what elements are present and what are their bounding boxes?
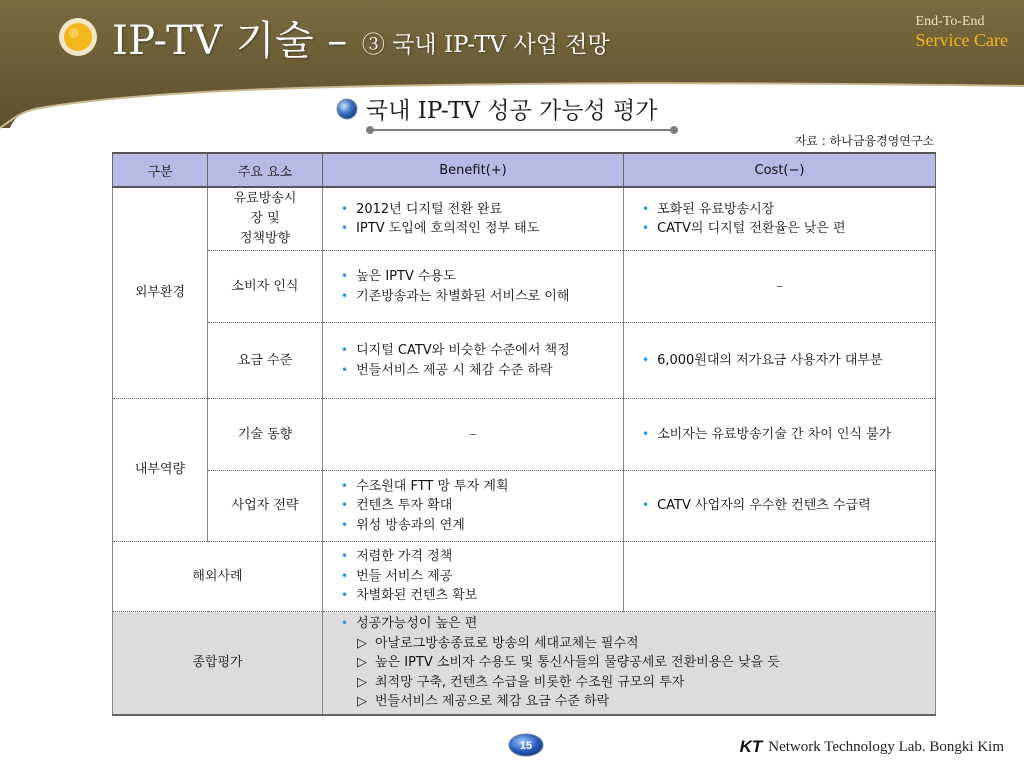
list-item: • 번들 서비스 제공 (341, 568, 453, 584)
heading-underline (366, 126, 678, 134)
bullet-icon: • (341, 498, 349, 513)
blue-orb-icon (336, 98, 358, 120)
category-summary: 종합평가 (113, 612, 323, 715)
list-item: • 6,000원대의 저가요금 사용자가 대부분 (642, 352, 883, 368)
brand-line2: Service Care (915, 30, 1008, 50)
triangle-right-icon: ▷ (357, 694, 367, 709)
category-external: 외부환경 (113, 187, 208, 399)
factor-cell (208, 187, 323, 251)
slide-title (58, 6, 610, 68)
factor-line: 정책방향 (239, 231, 291, 246)
list-item: • 수조원대 FTT 망 투자 계획 (341, 478, 509, 494)
list-item: • 기존방송과는 차별화된 서비스로 이해 (341, 288, 570, 304)
factor-line: 유료방송시 (233, 191, 297, 206)
table-row (113, 399, 936, 471)
triangle-right-icon: ▷ (357, 635, 367, 651)
list-item: • 소비자는 유료방송기술 간 차이 인식 불가 (642, 426, 892, 442)
cost-cell (624, 399, 936, 471)
bullet-icon: • (341, 221, 349, 235)
list-item: • IPTV 도입에 호의적인 정부 태도 (341, 221, 540, 236)
bullet-icon: • (642, 352, 650, 367)
list-item: • 포화된 유료방송시장 (642, 201, 775, 217)
list-item: • 위성 방송과의 연계 (341, 517, 465, 533)
factor-cell: 기술 동향 (208, 399, 323, 471)
header-factor: 주요 요소 (208, 153, 323, 187)
factor-cell: 요금 수준 (208, 323, 323, 399)
bullet-icon: • (341, 517, 349, 532)
list-item: • 성공가능성이 높은 편 (341, 616, 478, 631)
bullet-icon: • (341, 362, 349, 377)
cost-cell (624, 471, 936, 542)
table-row (113, 187, 936, 251)
factor-cell: 사업자 전략 (208, 471, 323, 542)
benefit-cell-empty: – (323, 399, 624, 471)
bullet-icon: • (642, 221, 650, 235)
bullet-icon: • (341, 588, 349, 603)
source-note: 자료 : 하나금융경영연구소 (794, 134, 934, 148)
bullet-icon: • (341, 343, 349, 357)
circle-bullet-icon (58, 17, 98, 57)
list-item: • 번들서비스 제공 시 체감 수준 하락 (341, 362, 553, 378)
page-number-badge (508, 733, 544, 757)
header-category: 구분 (113, 153, 208, 187)
bullet-icon: • (341, 478, 349, 493)
summary-cell (323, 612, 936, 715)
table-row (113, 471, 936, 542)
brand-line1: End-To-End (915, 14, 985, 29)
triangle-right-icon: ▷ (357, 655, 367, 670)
cost-cell (624, 187, 936, 251)
bullet-icon: • (341, 568, 349, 583)
triangle-right-icon: ▷ (357, 674, 367, 690)
list-item: ▷ 최적망 구축, 컨텐츠 수급을 비롯한 수조원 규모의 투자 (357, 674, 685, 690)
summary-row (113, 612, 936, 715)
lab-credit: Network Technology Lab. Bongki Kim (768, 738, 1004, 755)
evaluation-table (112, 152, 936, 716)
list-item: • CATV의 디지털 전환율은 낮은 편 (642, 221, 846, 236)
list-item: • 차별화된 컨텐츠 확보 (341, 588, 478, 604)
overseas-cost-empty (624, 542, 936, 612)
bullet-icon: • (642, 426, 650, 441)
bullet-icon: • (642, 498, 650, 513)
bullet-icon: • (341, 201, 349, 216)
table-row (113, 542, 936, 612)
list-item: • 저렴한 가격 정책 (341, 549, 453, 565)
bullet-icon: • (341, 288, 349, 303)
factor-line: 장 및 (250, 211, 280, 226)
list-item: ▷ 아날로그방송종료로 방송의 세대교체는 필수적 (357, 635, 639, 651)
title-main: IP-TV 기술 – (112, 17, 348, 64)
list-item: • 컨텐츠 투자 확대 (341, 498, 453, 514)
cost-cell (624, 323, 936, 399)
header-benefit: Benefit(+) (323, 153, 624, 187)
list-item: • CATV 사업자의 우수한 컨텐츠 수급력 (642, 498, 871, 514)
category-internal: 내부역량 (113, 399, 208, 542)
page-number: 15 (519, 740, 533, 752)
table-header-row (113, 153, 936, 187)
bullet-icon: • (341, 269, 349, 283)
list-item: ▷ 높은 IPTV 소비자 수용도 및 통신사들의 물량공세로 전환비용은 낮을 듯 (357, 655, 780, 670)
list-item: • 2012년 디지털 전환 완료 (341, 201, 503, 217)
cost-cell-empty: – (624, 251, 936, 323)
brand-tagline (916, 14, 1008, 50)
bullet-icon: • (341, 616, 349, 630)
page-badge-icon (508, 733, 544, 757)
section-heading (336, 92, 657, 125)
title-sub: ③ 국내 IP-TV 사업 전망 (361, 31, 610, 58)
factor-cell: 소비자 인식 (208, 251, 323, 323)
section-heading-text: 국내 IP-TV 성공 가능성 평가 (366, 98, 658, 124)
list-item: • 높은 IPTV 수용도 (341, 269, 456, 284)
category-overseas: 해외사례 (113, 542, 323, 612)
company-logo: KT (739, 737, 763, 756)
benefit-cell (323, 251, 624, 323)
header-cost: Cost(−) (624, 153, 936, 187)
benefit-cell (323, 323, 624, 399)
table-row (113, 323, 936, 399)
bullet-icon: • (341, 549, 349, 564)
table-row (113, 251, 936, 323)
overseas-cell (323, 542, 624, 612)
bullet-icon: • (642, 201, 650, 216)
footer-credit (740, 737, 1004, 757)
list-item: ▷ 번들서비스 제공으로 체감 요금 수준 하락 (357, 694, 610, 709)
benefit-cell (323, 471, 624, 542)
list-item: • 디지털 CATV와 비슷한 수준에서 책정 (341, 343, 570, 358)
benefit-cell (323, 187, 624, 251)
